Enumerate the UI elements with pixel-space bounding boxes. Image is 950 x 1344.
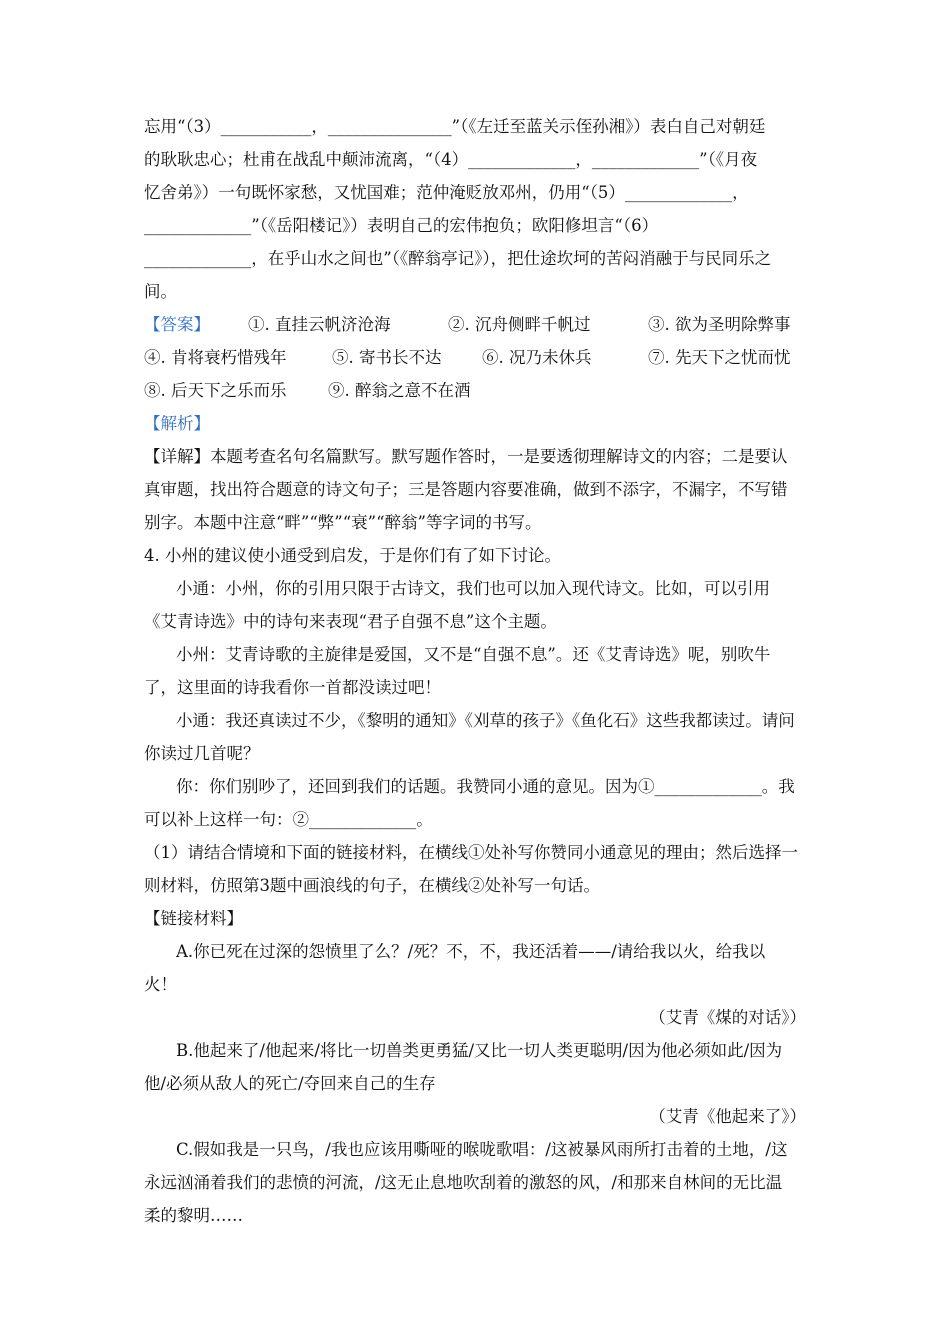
answer-item: ⑧. 后天下之乐而乐 <box>144 381 287 400</box>
dialog-line-5: 小通：我还真读过不少，《黎明的通知》《刈草的孩子》《鱼化石》这些我都读过。请问 <box>176 711 795 730</box>
answer-item: ②. 沉舟侧畔千帆过 <box>448 315 591 334</box>
material-c-line-3: 柔的黎明…… <box>144 1206 243 1225</box>
sub-question-line-1: （1）请结合情境和下面的链接材料，在横线①处补写你赞同小通意见的理由；然后选择一 <box>144 843 798 862</box>
q4-title: 4. 小州的建议使小通受到启发，于是你们有了如下讨论。 <box>144 546 561 565</box>
answer-row-1 <box>144 314 806 336</box>
answer-item: ⑤. 寄书长不达 <box>332 348 442 367</box>
answer-row-3 <box>144 380 806 402</box>
material-b-source: （艾青《他起来了》） <box>649 1107 806 1126</box>
answer-item: ①. 直挂云帆济沧海 <box>248 315 391 334</box>
q3-line-2: 的耿耿忠心；杜甫在战乱中颠沛流离，“（4）_____________，_____________”（《月夜 <box>144 150 758 169</box>
answer-row-2 <box>144 347 806 369</box>
detail-line-1: 【详解】本题考查名句名篇默写。默写题作答时，一是要透彻理解诗文的内容；二是要认 <box>144 447 788 466</box>
material-c-line-1: C.假如我是一只鸟，/我也应该用嘶哑的喉咙歌唱：/这被暴风雨所打击着的土地，/这 <box>176 1140 788 1159</box>
dialog-line-7: 你：你们别吵了，还回到我们的话题。我赞同小通的意见。因为①_____________。我 <box>176 777 795 796</box>
answer-item: ⑨. 醉翁之意不在酒 <box>328 381 471 400</box>
material-b-line-2: 他/必须从敌人的死亡/夺回来自己的生存 <box>144 1074 436 1093</box>
analysis-label: 【解析】 <box>144 414 210 433</box>
detail-line-2: 真审题，找出符合题意的诗文句子；三是答题内容要准确，做到不添字，不漏字，不写错 <box>144 480 788 499</box>
q3-line-1: 忘用“（3）___________，_______________”（《左迁至蓝关示侄孙湘》）表白自己对朝廷 <box>144 117 766 136</box>
answer-item: ⑥. 况乃未休兵 <box>482 348 592 367</box>
material-a-line-2: 火！ <box>144 975 177 994</box>
q3-line-6: 间。 <box>144 282 177 301</box>
dialog-line-3: 小州：艾青诗歌的主旋律是爱国，又不是“自强不息”。还《艾青诗选》呢，别吹牛 <box>176 645 771 664</box>
answer-item: ③. 欲为圣明除弊事 <box>648 315 791 334</box>
q3-line-5: _____________，在乎山水之间也”（《醉翁亭记》），把仕途坎坷的苦闷消融于与民同乐之 <box>144 249 772 268</box>
dialog-line-8: 可以补上这样一句：②_____________。 <box>144 810 433 829</box>
material-a-source: （艾青《煤的对话》） <box>649 1008 806 1027</box>
dialog-line-4: 了，这里面的诗我看你一首都没读过吧！ <box>144 678 441 697</box>
material-c-line-2: 永远汹涌着我们的悲愤的河流，/这无止息地吹刮着的激怒的风，/和那来自林间的无比温 <box>144 1173 783 1192</box>
detail-line-3: 别字。本题中注意“畔”“弊”“衰”“醉翁”等字词的书写。 <box>144 513 542 532</box>
dialog-line-2: 《艾青诗选》中的诗句来表现“君子自强不息”这个主题。 <box>144 612 557 631</box>
answer-item: ④. 肯将衰朽惜残年 <box>144 348 287 367</box>
answer-item: ⑦. 先天下之忧而忧 <box>648 348 791 367</box>
sub-question-line-2: 则材料，仿照第3题中画浪线的句子，在横线②处补写一句话。 <box>144 876 600 895</box>
material-b-line-1: B.他起来了/他起来/将比一切兽类更勇猛/又比一切人类更聪明/因为他必须如此/因为 <box>176 1041 783 1060</box>
materials-label: 【链接材料】 <box>144 909 243 928</box>
dialog-line-6: 你读过几首呢？ <box>144 744 260 763</box>
q3-line-4: _____________”（《岳阳楼记》）表明自己的宏伟抱负；欧阳修坦言“（6） <box>144 216 659 235</box>
material-a-line-1: A.你已死在过深的怨愤里了么？/死？不，不，我还活着——/请给我以火，给我以 <box>176 942 766 961</box>
answer-label: 【答案】 <box>144 315 210 334</box>
q3-line-3: 忆舍弟》）一句既怀家愁，又忧国难；范仲淹贬放邓州，仍用“（5）_____________， <box>144 183 749 202</box>
dialog-line-1: 小通：小州，你的引用只限于古诗文，我们也可以加入现代诗文。比如，可以引用 <box>176 579 770 598</box>
